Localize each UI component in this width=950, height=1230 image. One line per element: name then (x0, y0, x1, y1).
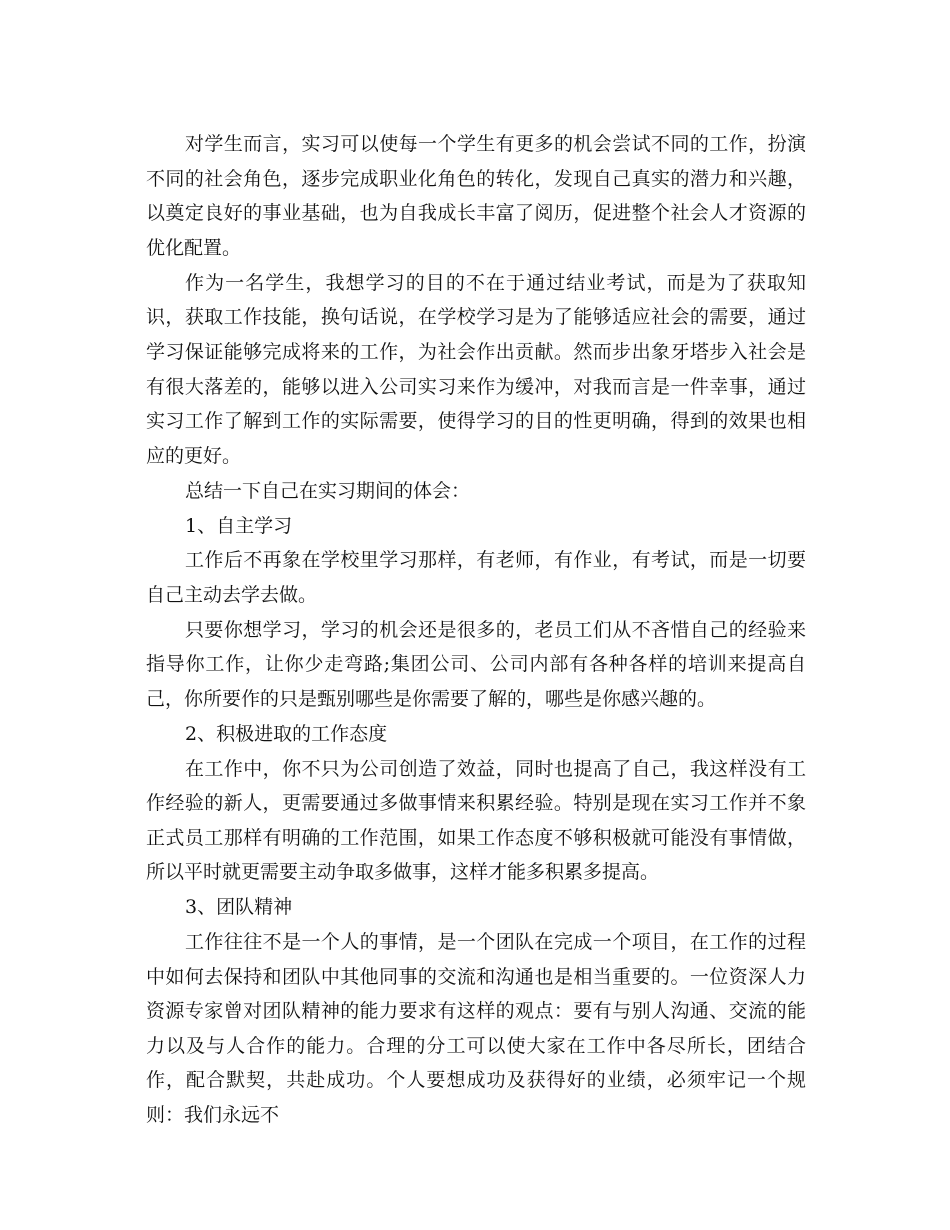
paragraph-self-learning-2: 只要你想学习，学习的机会还是很多的，老员工们从不吝惜自己的经验来指导你工作，让你少走弯路;集团公司、公司内部有各种各样的培训来提高自己，你所要作的只是甄别哪些是你需要了解的，哪些是你感兴趣的。 (146, 618, 806, 711)
paragraph-self-learning-1: 工作后不再象在学校里学习那样，有老师，有作业，有考试，而是一切要自己主动去学去做。 (146, 549, 806, 606)
heading-positive-attitude: 2、积极进取的工作态度 (185, 723, 388, 746)
heading-team-spirit: 3、团队精神 (185, 896, 293, 919)
paragraph-positive-attitude: 在工作中，你不只为公司创造了效益，同时也提高了自己，我这样没有工作经验的新人，更需要通过多做事情来积累经验。特别是现在实习工作并不象正式员工那样有明确的工作范围，如果工作态度不够积极就可能没有事情做，所以平时就更需要主动争取多做事，这样才能多积累多提高。 (146, 757, 806, 884)
document-body (146, 127, 806, 1133)
heading-self-learning: 1、自主学习 (185, 514, 293, 537)
paragraph-team-spirit: 工作往往不是一个人的事情，是一个团队在完成一个项目，在工作的过程中如何去保持和团队中其他同事的交流和沟通也是相当重要的。一位资深人力资源专家曾对团队精神的能力要求有这样的观点：要有与别人沟通、交流的能力以及与人合作的能力。合理的分工可以使大家在工作中各尽所长，团结合作，配合默契，共赴成功。个人要想成功及获得好的业绩，必须牢记一个规则：我们永远不 (146, 931, 806, 1126)
paragraph-learning-purpose: 作为一名学生，我想学习的目的不在于通过结业考试，而是为了获取知识，获取工作技能，换句话说，在学校学习是为了能够适应社会的需要，通过学习保证能够完成将来的工作，为社会作出贡献。然而步出象牙塔步入社会是有很大落差的，能够以进入公司实习来作为缓冲，对我而言是一件幸事，通过实习工作了解到工作的实际需要，使得学习的目的性更明确，得到的效果也相应的更好。 (146, 271, 806, 467)
paragraph-internship-benefits: 对学生而言，实习可以使每一个学生有更多的机会尝试不同的工作，扮演不同的社会角色，逐步完成职业化角色的转化，发现自己真实的潜力和兴趣，以奠定良好的事业基础，也为自我成长丰富了阅历，促进整个社会人才资源的优化配置。 (146, 133, 806, 259)
paragraph-summary-intro: 总结一下自己在实习期间的体会： (185, 479, 471, 502)
